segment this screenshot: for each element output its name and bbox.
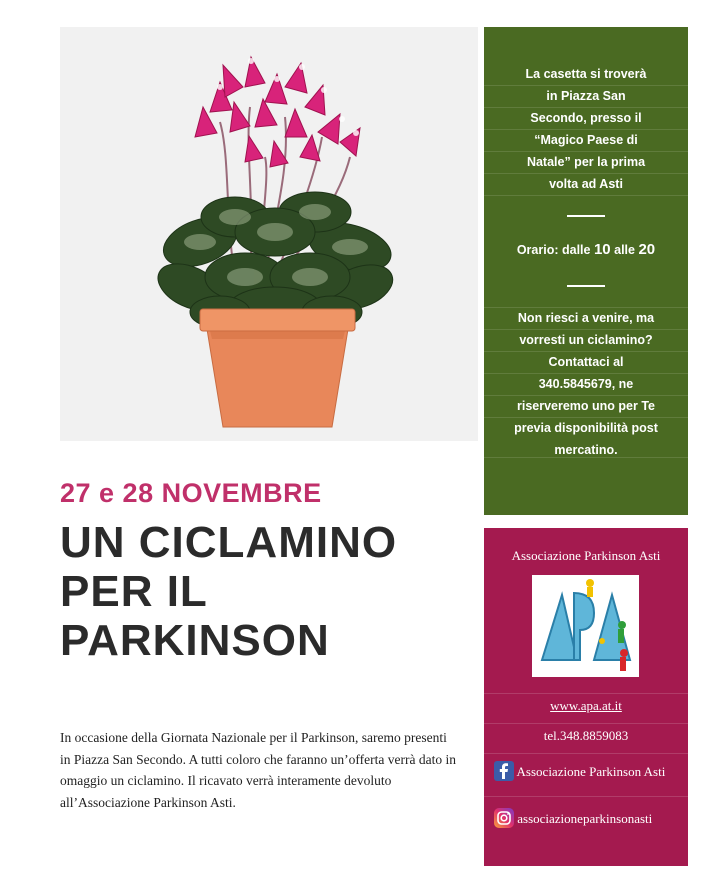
- location-line: in Piazza San: [546, 89, 626, 103]
- association-name: Associazione Parkinson Asti: [511, 548, 661, 563]
- hours-to: 20: [638, 241, 656, 258]
- location-line: Secondo, presso il: [530, 111, 642, 125]
- contact-line: mercatino.: [554, 443, 618, 457]
- event-description: In occasione della Giornata Nazionale per il Parkinson, saremo presenti in Piazza San Secondo. A tutti coloro che faranno un’offerta verrà dato in omaggio un ciclamino. Il ricavato verrà interamente devoluto all’Associazione Parkinson Asti.: [60, 730, 456, 810]
- facebook-label: Associazione Parkinson Asti: [516, 763, 666, 779]
- contact-line: Non riesci a venire, ma: [517, 311, 655, 325]
- location-line: Natale” per la prima: [526, 155, 646, 169]
- contact-line: 340.5845679, ne: [538, 377, 634, 391]
- contact-line: vorresti un ciclamino?: [519, 333, 653, 347]
- instagram-label: associazioneparkinsonasti: [517, 810, 653, 826]
- location-text: [494, 63, 678, 195]
- instagram-icon: [494, 808, 514, 832]
- facebook-link[interactable]: [494, 761, 688, 785]
- hours-label: Orario: dalle: [516, 243, 591, 257]
- info-panel: [484, 27, 688, 515]
- location-line: “Magico Paese di: [534, 133, 638, 147]
- cyclamen-photo: [60, 27, 478, 441]
- cyclamen-plant-illustration: [60, 27, 478, 441]
- facebook-icon: [494, 761, 514, 785]
- location-line: volta ad Asti: [549, 177, 623, 191]
- apa-logo: [532, 575, 639, 677]
- title-line: PARKINSON: [60, 616, 330, 665]
- title-line: UN CICLAMINO: [60, 518, 398, 567]
- hours-from: 10: [593, 241, 611, 258]
- association-panel: [484, 528, 688, 866]
- title-line: PER IL: [60, 567, 208, 616]
- contact-line: Contattaci al: [548, 355, 624, 369]
- contact-text: [494, 307, 678, 461]
- hours-mid: alle: [614, 243, 635, 257]
- divider: [567, 285, 605, 287]
- phone-number[interactable]: tel.348.8859083: [543, 728, 629, 743]
- contact-line: riserveremo uno per Te: [516, 399, 655, 413]
- event-title: [60, 518, 397, 665]
- location-line: La casetta si troverà: [525, 67, 647, 81]
- instagram-link[interactable]: [494, 808, 688, 832]
- event-dates: 27 e 28 NOVEMBRE: [60, 478, 322, 508]
- contact-line: previa disponibilità post: [514, 421, 658, 435]
- opening-hours: [494, 239, 678, 261]
- website-link[interactable]: www.apa.at.it: [550, 698, 622, 713]
- divider: [567, 215, 605, 217]
